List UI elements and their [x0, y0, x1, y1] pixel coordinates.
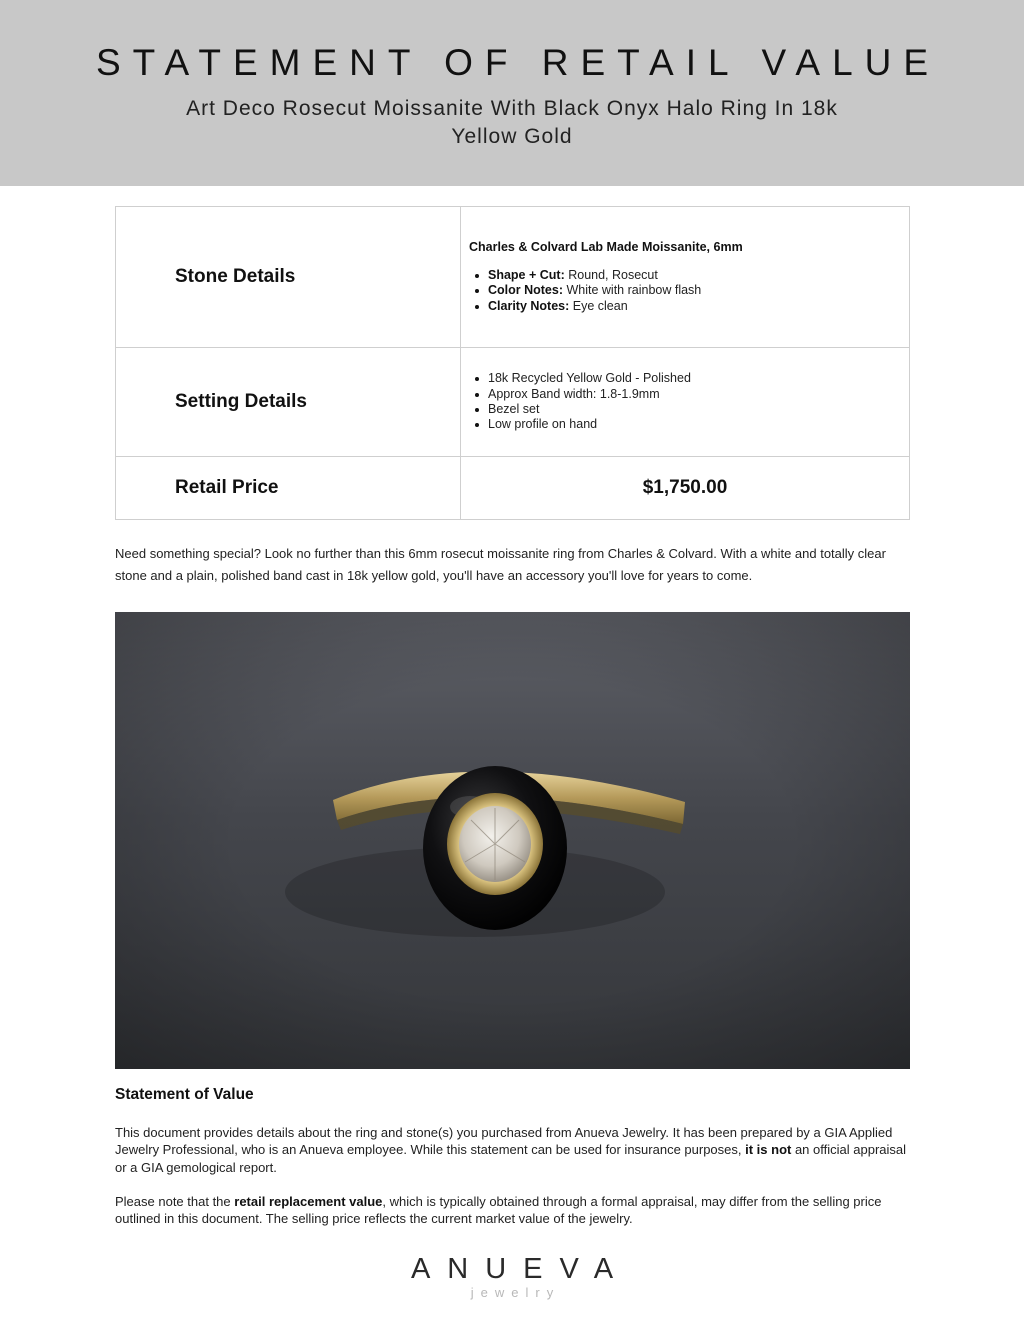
setting-details-row — [116, 348, 910, 457]
ring-photo — [115, 612, 910, 1069]
intro-paragraph: Need something special? Look no further than this 6mm rosecut moissanite ring from Charles & Colvard. With a white and totally clear stone and a plain, polished band cast in 18k yellow gold, you'll have an accessory you'll love for years to come. — [115, 546, 886, 583]
setting-details-label: Setting Details — [116, 348, 461, 457]
product-name: Art Deco Rosecut Moissanite With Black Onyx Halo Ring In 18k Yellow Gold — [186, 97, 838, 148]
statement-paragraph-1 — [115, 1124, 915, 1176]
statement-text: Please note that the — [115, 1194, 235, 1209]
stone-detail-value: White with rainbow flash — [563, 283, 702, 298]
stone-detail-list — [469, 268, 909, 314]
statement-emphasis: it is not — [745, 1142, 792, 1158]
retail-price-row — [116, 457, 910, 520]
stone-detail-value: Round, Rosecut — [564, 268, 658, 283]
list-item: 18k Recycled Yellow Gold - Polished — [473, 371, 909, 386]
retail-price-label: Retail Price — [116, 457, 461, 520]
stone-detail-key: Color Notes: — [488, 283, 563, 298]
setting-details-value — [461, 348, 910, 457]
statement-emphasis: retail replacement value — [234, 1194, 383, 1209]
details-table — [115, 206, 910, 520]
stone-detail-key: Clarity Notes: — [488, 298, 570, 313]
statement-title: Statement of Value — [115, 1086, 254, 1103]
list-item: Approx Band width: 1.8-1.9mm — [473, 387, 909, 402]
retail-price-value: $1,750.00 — [461, 457, 910, 520]
list-item — [473, 299, 909, 314]
statement-text: an official appraisal or a GIA gemological report. — [115, 1142, 907, 1175]
stone-heading: Charles & Colvard Lab Made Moissanite, 6mm — [469, 240, 743, 255]
logo-wordmark: ANUEVA — [410, 1253, 631, 1285]
document-title: STATEMENT OF RETAIL VALUE — [95, 42, 941, 83]
stone-details-row — [116, 207, 910, 348]
stone-detail-value: Eye clean — [569, 298, 628, 313]
brand-logo — [0, 1252, 1024, 1300]
list-item: Bezel set — [473, 402, 909, 417]
logo-subtitle: jewelry — [470, 1285, 561, 1300]
stone-details-value — [461, 207, 910, 348]
setting-detail-list — [469, 371, 909, 432]
stone-detail-key: Shape + Cut: — [488, 268, 565, 283]
statement-text: , which is typically obtained through a formal appraisal, may differ from the selling price outlined in this document. The selling price reflects the current market value of the jewelry. — [115, 1194, 882, 1227]
list-item: Low profile on hand — [473, 417, 909, 432]
list-item — [473, 283, 909, 298]
header-banner — [0, 0, 1024, 186]
statement-paragraph-2 — [115, 1193, 915, 1228]
ring-image — [115, 612, 910, 1069]
stone-details-label: Stone Details — [116, 207, 461, 348]
list-item — [473, 268, 909, 283]
statement-text: This document provides details about the ring and stone(s) you purchased from Anueva Jewelry. It has been prepared by a GIA Applied Jewelry Professional, who is an Anueva employee. While this statement can be used for insurance purposes, — [115, 1125, 893, 1158]
